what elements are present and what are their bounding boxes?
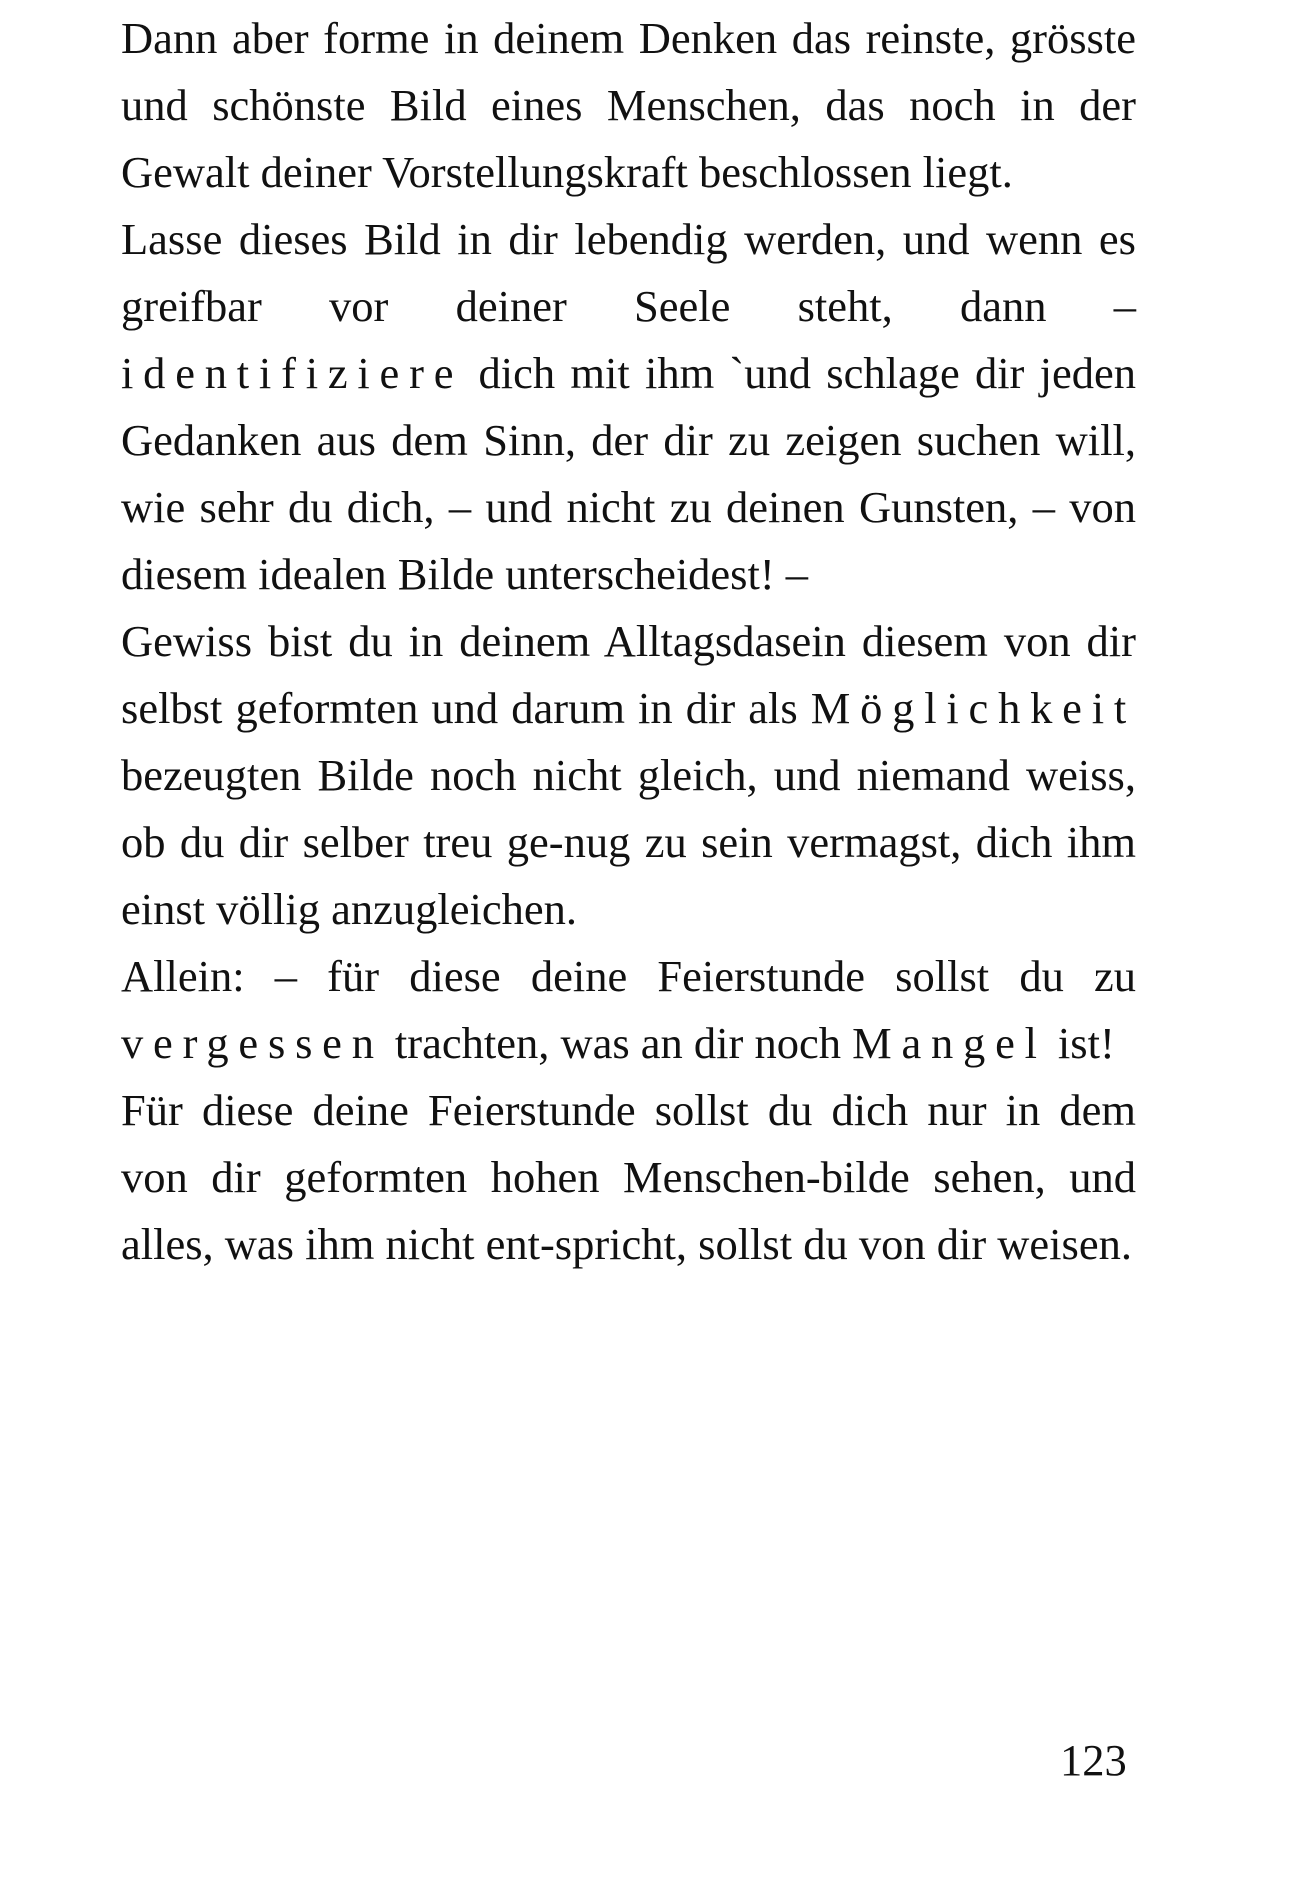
body-text [121, 5, 1136, 1278]
paragraph-2 [121, 206, 1136, 608]
paragraph-4-text-b: trachten, was an dir noch [383, 1018, 853, 1068]
paragraph-5 [121, 1077, 1136, 1278]
paragraph-1-text: Dann aber forme in deinem Denken das reinste, grösste und schönste Bild eines Menschen, das noch in der Gewalt deiner Vorstellungskraft beschlossen liegt. [121, 13, 1136, 197]
page-number: 123 [1060, 1735, 1127, 1785]
paragraph-2-text-a: Lasse dieses Bild in dir lebendig werden, und wenn es greifbar vor deiner Seele steht, dann – [121, 214, 1136, 331]
paragraph-3 [121, 608, 1136, 943]
paragraph-3-text-a: Gewiss bist du in deinem Alltagsdasein diesem von dir selbst geformten und darum in dir als [121, 616, 1136, 733]
paragraph-4-emphasis-1: vergessen [121, 1018, 384, 1068]
paragraph-5-text: Für diese deine Feierstunde sollst du dich nur in dem von dir geformten hohen Menschen-bilde sehen, und alles, was ihm nicht ent-spricht, sollst du von dir weisen. [121, 1085, 1136, 1269]
paragraph-4-text-a: Allein: – für diese deine Feierstunde sollst du zu [121, 951, 1136, 1001]
paragraph-3-text-b: bezeugten Bilde noch nicht gleich, und niemand weiss, ob du dir selber treu ge-nug zu sein vermagst, dich ihm einst völlig anzugleichen. [121, 750, 1136, 934]
paragraph-4-text-c: ist! [1046, 1018, 1115, 1068]
paragraph-3-emphasis: Möglichkeit [810, 683, 1136, 733]
paragraph-2-text-b: dich mit ihm `und schlage dir jeden Gedanken aus dem Sinn, der dir zu zeigen suchen will, wie sehr du dich, – und nicht zu deinen Gunsten, – von diesem idealen Bilde unterscheidest! – [121, 348, 1136, 599]
paragraph-1 [121, 5, 1136, 206]
paragraph-4 [121, 943, 1136, 1077]
paragraph-4-emphasis-2: Mangel [852, 1018, 1047, 1068]
paragraph-2-emphasis: identifiziere [121, 348, 464, 398]
